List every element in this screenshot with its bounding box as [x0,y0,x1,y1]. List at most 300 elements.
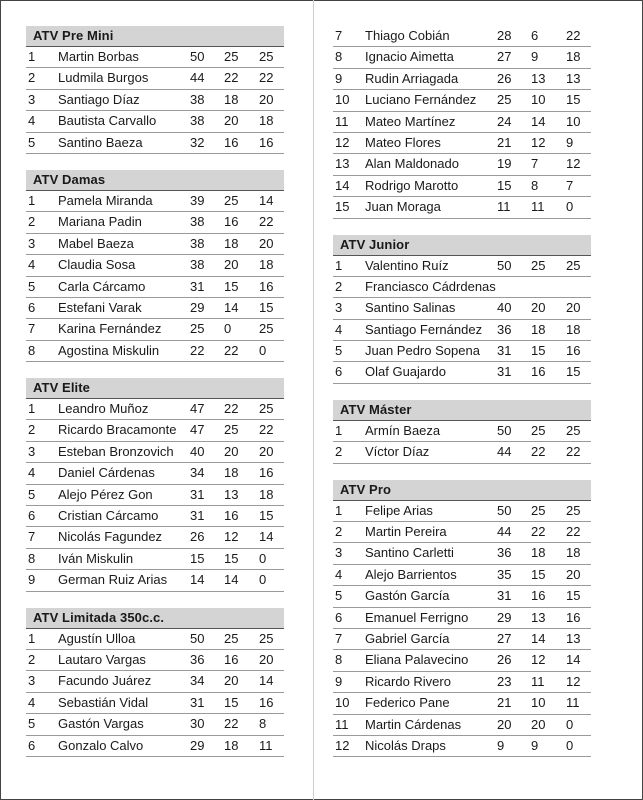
position-cell: 1 [28,192,36,208]
race-1-points-cell: 16 [224,134,239,150]
race-2-points-cell: 11 [259,737,273,753]
rider-name-cell: Agostina Miskulin [58,342,160,358]
position-cell: 2 [28,70,36,86]
total-points-cell: 26 [497,652,512,668]
table-row [26,111,284,132]
table-row [26,527,284,548]
race-1-points-cell: 10 [531,695,546,711]
position-cell: 3 [28,91,36,107]
rider-name-cell: Rudin Arriagada [365,70,459,86]
table-row [333,154,591,175]
race-1-points-cell: 25 [224,630,239,646]
table-row [333,133,591,154]
table-row [333,650,591,671]
total-points-cell: 31 [190,694,205,710]
race-1-points-cell: 20 [224,673,239,689]
position-cell: 4 [28,113,36,129]
race-2-points-cell: 25 [259,49,274,64]
position-cell: 5 [28,716,36,732]
total-points-cell: 40 [190,443,205,459]
rider-name-cell: Lautaro Vargas [58,651,146,667]
table-row [26,736,284,757]
rider-name-cell: Víctor Díaz [365,444,430,460]
rider-name-cell: Facundo Juárez [58,673,152,689]
table-row [26,68,284,89]
race-2-points-cell: 20 [259,91,274,107]
race-1-points-cell: 25 [531,422,546,438]
position-cell: 9 [335,673,343,689]
race-1-points-cell: 14 [224,299,239,315]
position-cell: 9 [335,70,343,86]
position-cell: 5 [335,343,343,359]
race-1-points-cell: 9 [531,737,539,753]
rider-name-cell: Armín Baeza [365,422,441,438]
table-row [26,629,284,650]
position-cell: 1 [335,502,343,518]
race-1-points-cell: 16 [531,588,546,604]
total-points-cell: 19 [497,156,512,172]
race-2-points-cell: 14 [259,673,274,689]
total-points-cell: 38 [190,235,205,251]
table-row [26,319,284,340]
position-cell: 6 [335,364,343,380]
race-1-points-cell: 0 [224,321,232,337]
rider-name-cell: Estefani Varak [58,299,142,315]
race-2-points-cell: 20 [566,300,581,316]
rider-name-cell: Ricardo Rivero [365,673,451,689]
total-points-cell: 39 [190,192,205,208]
rider-name-cell: Alan Maldonado [365,156,459,172]
position-cell: 3 [28,673,36,689]
table-row [26,570,284,591]
table-row [333,90,591,111]
race-2-points-cell: 15 [566,364,581,380]
race-2-points-cell: 16 [566,609,581,625]
race-2-points-cell: 15 [259,508,274,524]
table-row [333,736,591,757]
rider-name-cell: Bautista Carvallo [58,113,157,129]
position-cell: 6 [28,299,36,315]
total-points-cell: 15 [190,550,205,566]
race-2-points-cell: 20 [259,651,274,667]
race-2-points-cell: 14 [566,652,581,668]
table-row [26,341,284,362]
left-column [26,26,284,773]
race-2-points-cell: 20 [259,443,274,459]
position-cell: 14 [335,177,350,193]
total-points-cell: 44 [497,524,512,540]
rider-name-cell: Karina Fernández [58,321,162,337]
position-cell: 4 [335,321,343,337]
table-row [333,565,591,586]
table-row [333,715,591,736]
race-1-points-cell: 13 [224,486,239,502]
rider-name-cell: Valentino Ruíz [365,257,449,273]
category-title: ATV Pro [333,480,591,501]
rider-name-cell: Martin Borbas [58,49,139,64]
race-1-points-cell: 16 [224,214,239,230]
race-2-points-cell: 16 [259,694,274,710]
race-2-points-cell: 13 [566,630,581,646]
race-2-points-cell: 22 [566,444,581,460]
rider-name-cell: Juan Pedro Sopena [365,343,480,359]
race-1-points-cell: 10 [531,92,546,108]
table-row [26,506,284,527]
race-1-points-cell: 25 [531,257,546,273]
position-cell: 2 [335,278,343,294]
rider-name-cell: Daniel Cárdenas [58,465,155,481]
position-cell: 12 [335,134,350,150]
rider-name-cell: Esteban Bronzovich [58,443,174,459]
race-1-points-cell: 11 [531,673,545,689]
race-1-points-cell: 18 [224,91,239,107]
race-2-points-cell: 0 [259,342,267,358]
race-2-points-cell: 12 [566,156,581,172]
table-row [333,320,591,341]
table-row [333,522,591,543]
category-title: ATV Limitada 350c.c. [26,608,284,629]
rider-name-cell: Ludmila Burgos [58,70,149,86]
rider-name-cell: Alejo Barrientos [365,566,457,582]
total-points-cell: 50 [497,257,512,273]
race-1-points-cell: 22 [531,444,546,460]
race-2-points-cell: 18 [566,545,581,561]
table-row [26,485,284,506]
race-2-points-cell: 22 [259,70,274,86]
position-cell: 4 [28,257,36,273]
total-points-cell: 44 [190,70,205,86]
rider-name-cell: Nicolás Fagundez [58,529,163,545]
table-row [333,341,591,362]
position-cell: 7 [335,630,343,646]
rider-name-cell: Gastón García [365,588,450,604]
category-table [26,170,284,362]
rider-name-cell: Juan Moraga [365,199,441,215]
race-1-points-cell: 15 [224,550,239,566]
position-cell: 3 [28,443,36,459]
table-row [26,212,284,233]
total-points-cell: 38 [190,113,205,129]
rider-name-cell: Mateo Martínez [365,113,456,129]
table-row [26,191,284,212]
table-row [333,176,591,197]
table-row [26,133,284,154]
total-points-cell: 27 [497,630,512,646]
table-row [333,47,591,68]
race-2-points-cell: 18 [259,257,274,273]
table-row [333,608,591,629]
total-points-cell: 31 [190,508,205,524]
position-cell: 1 [28,49,36,64]
race-1-points-cell: 16 [224,651,239,667]
position-cell: 4 [335,566,343,582]
race-1-points-cell: 18 [531,321,546,337]
position-cell: 6 [335,609,343,625]
position-cell: 3 [28,235,36,251]
rider-name-cell: Olaf Guajardo [365,364,446,380]
race-1-points-cell: 13 [531,609,546,625]
race-2-points-cell: 16 [259,134,274,150]
race-1-points-cell: 11 [531,199,545,215]
rider-name-cell: Emanuel Ferrigno [365,609,469,625]
total-points-cell: 31 [497,343,512,359]
total-points-cell: 34 [190,465,205,481]
race-2-points-cell: 22 [259,422,274,438]
race-1-points-cell: 16 [531,364,546,380]
table-row [26,255,284,276]
race-2-points-cell: 9 [566,134,574,150]
total-points-cell: 31 [497,588,512,604]
table-row [26,463,284,484]
table-row [333,256,591,277]
total-points-cell: 36 [497,321,512,337]
total-points-cell: 23 [497,673,512,689]
position-cell: 12 [335,737,350,753]
position-cell: 13 [335,156,350,172]
position-cell: 11 [335,113,349,129]
table-row [333,26,591,47]
table-row [26,420,284,441]
race-1-points-cell: 15 [531,566,546,582]
total-points-cell: 15 [497,177,512,193]
total-points-cell: 34 [190,673,205,689]
race-1-points-cell: 20 [224,257,239,273]
table-row [333,501,591,522]
total-points-cell: 44 [497,444,512,460]
position-cell: 1 [28,630,36,646]
position-cell: 6 [28,508,36,524]
race-2-points-cell: 8 [259,716,267,732]
category-table [333,400,591,464]
position-cell: 5 [28,134,36,150]
total-points-cell: 21 [497,134,512,150]
race-1-points-cell: 15 [224,278,239,294]
rider-name-cell: Thiago Cobián [365,28,450,43]
rider-name-cell: Ignacio Aimetta [365,49,454,65]
race-2-points-cell: 22 [566,524,581,540]
rider-name-cell: Carla Cárcamo [58,278,146,294]
rider-name-cell: Franciasco Cádrdenas [365,278,496,294]
total-points-cell: 47 [190,422,205,438]
rider-name-cell: Cristian Cárcamo [58,508,159,524]
total-points-cell: 36 [190,651,205,667]
rider-name-cell: Claudia Sosa [58,257,136,273]
rider-name-cell: Alejo Pérez Gon [58,486,153,502]
table-row [26,399,284,420]
rider-name-cell: Nicolás Draps [365,737,446,753]
table-row [333,69,591,90]
race-1-points-cell: 20 [531,300,546,316]
position-cell: 8 [335,49,343,65]
total-points-cell: 29 [190,737,205,753]
total-points-cell: 21 [497,695,512,711]
race-1-points-cell: 14 [531,113,546,129]
race-2-points-cell: 18 [259,486,274,502]
position-cell: 1 [335,422,343,438]
race-2-points-cell: 20 [259,235,274,251]
total-points-cell: 32 [190,134,205,150]
total-points-cell: 9 [497,737,505,753]
race-1-points-cell: 25 [224,49,239,64]
total-points-cell: 38 [190,214,205,230]
total-points-cell: 31 [190,486,205,502]
position-cell: 1 [28,401,36,417]
rider-name-cell: Luciano Fernández [365,92,477,108]
race-1-points-cell: 22 [224,342,239,358]
table-row [26,47,284,68]
total-points-cell: 22 [190,342,205,358]
rider-name-cell: Santino Salinas [365,300,456,316]
race-1-points-cell: 18 [224,235,239,251]
table-row [333,693,591,714]
race-1-points-cell: 20 [224,443,239,459]
total-points-cell: 11 [497,199,511,215]
position-cell: 7 [335,28,343,43]
race-1-points-cell: 9 [531,49,539,65]
column-divider [313,0,314,800]
rider-name-cell: Pamela Miranda [58,192,153,208]
table-row [333,629,591,650]
position-cell: 5 [28,486,36,502]
table-row [26,549,284,570]
race-2-points-cell: 25 [259,401,274,417]
total-points-cell: 50 [497,422,512,438]
table-row [333,112,591,133]
total-points-cell: 36 [497,545,512,561]
rider-name-cell: Leandro Muñoz [58,401,149,417]
table-row [333,543,591,564]
race-1-points-cell: 25 [224,422,239,438]
table-row [26,90,284,111]
race-1-points-cell: 12 [531,134,546,150]
position-cell: 9 [28,572,36,588]
race-1-points-cell: 6 [531,28,539,43]
race-2-points-cell: 0 [566,737,574,753]
table-row [26,298,284,319]
table-row [26,650,284,671]
race-1-points-cell: 14 [224,572,239,588]
rider-name-cell: Martin Pereira [365,524,447,540]
race-2-points-cell: 20 [566,566,581,582]
race-2-points-cell: 0 [259,550,267,566]
table-row [333,277,591,298]
category-table [26,26,284,154]
position-cell: 11 [335,716,349,732]
race-1-points-cell: 25 [224,192,239,208]
category-table [333,480,591,758]
table-row [333,298,591,319]
race-2-points-cell: 22 [259,214,274,230]
position-cell: 8 [335,652,343,668]
table-row [333,672,591,693]
position-cell: 3 [335,300,343,316]
position-cell: 7 [28,321,36,337]
race-1-points-cell: 7 [531,156,539,172]
race-1-points-cell: 20 [531,716,546,732]
race-2-points-cell: 16 [259,278,274,294]
total-points-cell: 50 [190,49,205,64]
total-points-cell: 26 [497,70,512,86]
table-row [333,197,591,218]
total-points-cell: 20 [497,716,512,732]
race-1-points-cell: 15 [531,343,546,359]
total-points-cell: 29 [497,609,512,625]
race-2-points-cell: 7 [566,177,574,193]
rider-name-cell: Santino Baeza [58,134,143,150]
race-1-points-cell: 16 [224,508,239,524]
total-points-cell: 25 [190,321,205,337]
total-points-cell: 38 [190,257,205,273]
rider-name-cell: German Ruiz Arias [58,572,168,588]
rider-name-cell: Gabriel García [365,630,450,646]
position-cell: 4 [28,694,36,710]
total-points-cell: 27 [497,49,512,65]
race-1-points-cell: 15 [224,694,239,710]
table-row [26,671,284,692]
position-cell: 2 [28,422,36,438]
total-points-cell: 25 [497,92,512,108]
rider-name-cell: Federico Pane [365,695,450,711]
rider-name-cell: Santiago Díaz [58,91,140,107]
race-2-points-cell: 25 [259,630,274,646]
rider-name-cell: Mateo Flores [365,134,441,150]
rider-name-cell: Mabel Baeza [58,235,134,251]
position-cell: 5 [335,588,343,604]
total-points-cell: 26 [190,529,205,545]
race-2-points-cell: 10 [566,113,581,129]
total-points-cell: 29 [190,299,205,315]
rider-name-cell: Gonzalo Calvo [58,737,144,753]
race-1-points-cell: 18 [531,545,546,561]
race-2-points-cell: 25 [566,502,581,518]
position-cell: 2 [28,651,36,667]
total-points-cell: 30 [190,716,205,732]
category-title: ATV Pre Mini [26,26,284,47]
rider-name-cell: Ricardo Bracamonte [58,422,177,438]
race-2-points-cell: 18 [566,321,581,337]
rider-name-cell: Martin Cárdenas [365,716,462,732]
race-2-points-cell: 25 [566,422,581,438]
total-points-cell: 50 [497,502,512,518]
total-points-cell: 31 [190,278,205,294]
table-row [26,714,284,735]
total-points-cell: 38 [190,91,205,107]
category-table [333,26,591,219]
total-points-cell: 31 [497,364,512,380]
race-1-points-cell: 18 [224,465,239,481]
race-2-points-cell: 18 [566,49,581,65]
position-cell: 3 [335,545,343,561]
race-2-points-cell: 0 [566,716,574,732]
rider-name-cell: Santino Carletti [365,545,454,561]
race-2-points-cell: 12 [566,673,581,689]
position-cell: 5 [28,278,36,294]
race-2-points-cell: 25 [259,321,274,337]
rider-name-cell: Gastón Vargas [58,716,144,732]
race-1-points-cell: 22 [224,401,239,417]
race-1-points-cell: 20 [224,113,239,129]
rider-name-cell: Rodrigo Marotto [365,177,459,193]
table-row [333,586,591,607]
table-row [26,277,284,298]
position-cell: 6 [28,737,36,753]
race-2-points-cell: 15 [259,299,274,315]
position-cell: 2 [335,524,343,540]
total-points-cell: 24 [497,113,512,129]
race-1-points-cell: 25 [531,502,546,518]
rider-name-cell: Mariana Padin [58,214,142,230]
category-title: ATV Elite [26,378,284,399]
